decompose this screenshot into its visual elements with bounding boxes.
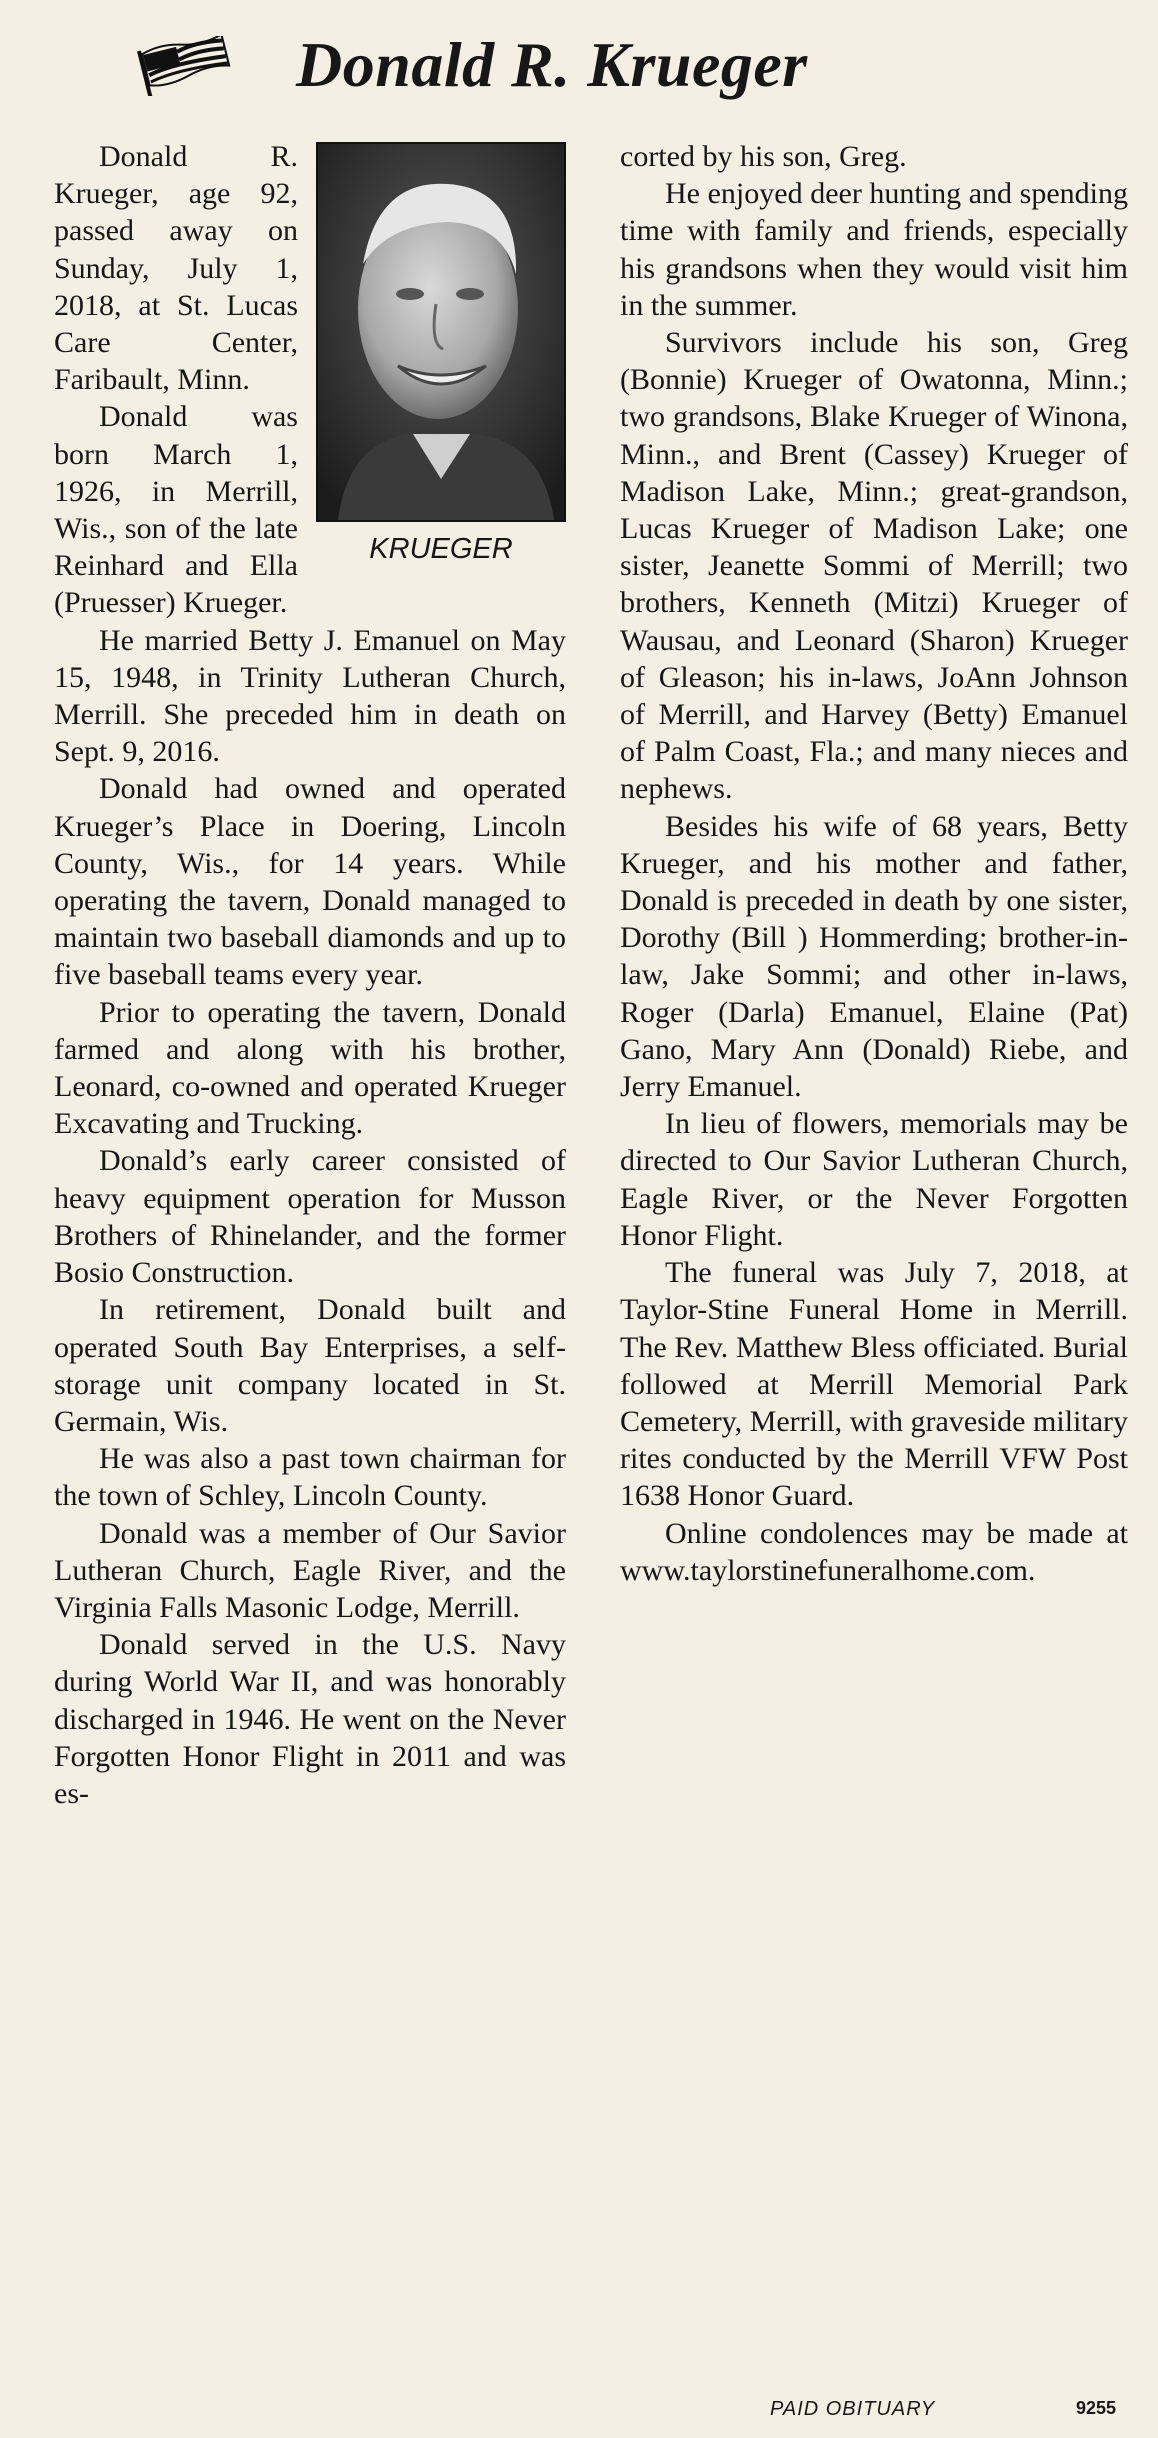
portrait-image [318, 144, 564, 520]
paragraph: Donald was born March 1, 1926, in Merrill, Wis., son of the late Reinhard and Ella (Pruesser) Krueger. [54, 400, 298, 620]
paragraph: Prior to operating the tavern, Donald farmed and along with his brother, Leonard, co-owned and operated Krueger Excavating and Trucking. [54, 995, 566, 1141]
paragraph: In lieu of flowers, memorials may be directed to Our Savior Lutheran Church, Eagle River, or the Never Forgotten Honor Flight. [620, 1107, 1128, 1252]
right-column [620, 138, 1128, 2368]
paragraph: He married Betty J. Emanuel on May 15, 1948, in Trinity Lutheran Church, Merrill. She preceded him in death on Sept. 9, 2016. [54, 623, 566, 769]
left-column [54, 138, 566, 2438]
paragraph: He enjoyed deer hunting and spending time with family and friends, especially his grandsons when they would visit him in the summer. [620, 177, 1128, 322]
paragraph: Donald had owned and operated Krueger’s Place in Doering, Lincoln County, Wis., for 14 years. While operating the tavern, Donald managed to maintain two baseball diamonds and up to five baseball teams every year. [54, 772, 566, 992]
paragraph: Survivors include his son, Greg (Bonnie) Krueger of Owatonna, Minn.; two grandsons, Blake Krueger of Winona, Minn., and Brent (Cassey) Krueger of Madison Lake, Minn.; great-grandson, Lucas Krueger of Madison Lake; one sister, Jeanette Sommi of Merrill; two brothers, Kenneth (Mitzi) Krueger of Wausau, and Leonard (Sharon) Krueger of Gleason; his in-laws, JoAnn Johnson of Merrill, and Harvey (Betty) Emanuel of Palm Coast, Fla.; and many nieces and nephews. [620, 326, 1128, 806]
paragraph: The funeral was July 7, 2018, at Taylor-Stine Funeral Home in Merrill. The Rev. Matthew Bless officiated. Burial followed at Merrill Memorial Park Cemetery, Merrill, with graveside military rites conducted by the Merrill VFW Post 1638 Honor Guard. [620, 1256, 1128, 1513]
paragraph-continued: corted by his son, Greg. [620, 140, 907, 173]
paragraph: In retirement, Donald built and operated South Bay Enterprises, a self-storage unit company located in St. Germain, Wis. [54, 1293, 566, 1438]
obituary-title: Donald R. Krueger [296, 29, 808, 100]
paid-obituary-label: PAID OBITUARY [770, 2398, 936, 2420]
ad-code: 9255 [1076, 2398, 1117, 2418]
paragraph: Donald R. Krueger, age 92, passed away on Sunday, July 1, 2018, at St. Lucas Care Center, Faribault, Minn. [54, 140, 298, 397]
paragraph: He was also a past town chairman for the town of Schley, Lincoln County. [54, 1442, 566, 1513]
paragraph: Donald was a member of Our Savior Lutheran Church, Eagle River, and the Virginia Falls Masonic Lodge, Merrill. [54, 1516, 566, 1624]
title-row [0, 22, 1158, 108]
american-flag-icon [136, 36, 236, 96]
portrait-block [316, 142, 566, 566]
portrait-photo [316, 142, 566, 522]
paragraph: Online condolences may be made at www.taylorstinefuneralhome.com. [620, 1516, 1128, 1587]
paragraph: Besides his wife of 68 years, Betty Krueger, and his mother and father, Donald is preceded in death by one sister, Dorothy (Bill ) Hommerding; brother-in-law, Jake Sommi; and other in-laws, Roger (Darla) Emanuel, Elaine (Pat) Gano, Mary Ann (Donald) Riebe, and Jerry Emanuel. [620, 809, 1128, 1104]
paragraph: Donald served in the U.S. Navy during World War II, and was honorably discharged in 1946. He went on the Never Forgotten Honor Flight in 2011 and was es- [54, 1628, 566, 1810]
photo-caption: KRUEGER [369, 533, 513, 565]
paragraph: Donald’s early career consisted of heavy equipment operation for Musson Brothers of Rhinelander, and the former Bosio Construction. [54, 1144, 566, 1290]
